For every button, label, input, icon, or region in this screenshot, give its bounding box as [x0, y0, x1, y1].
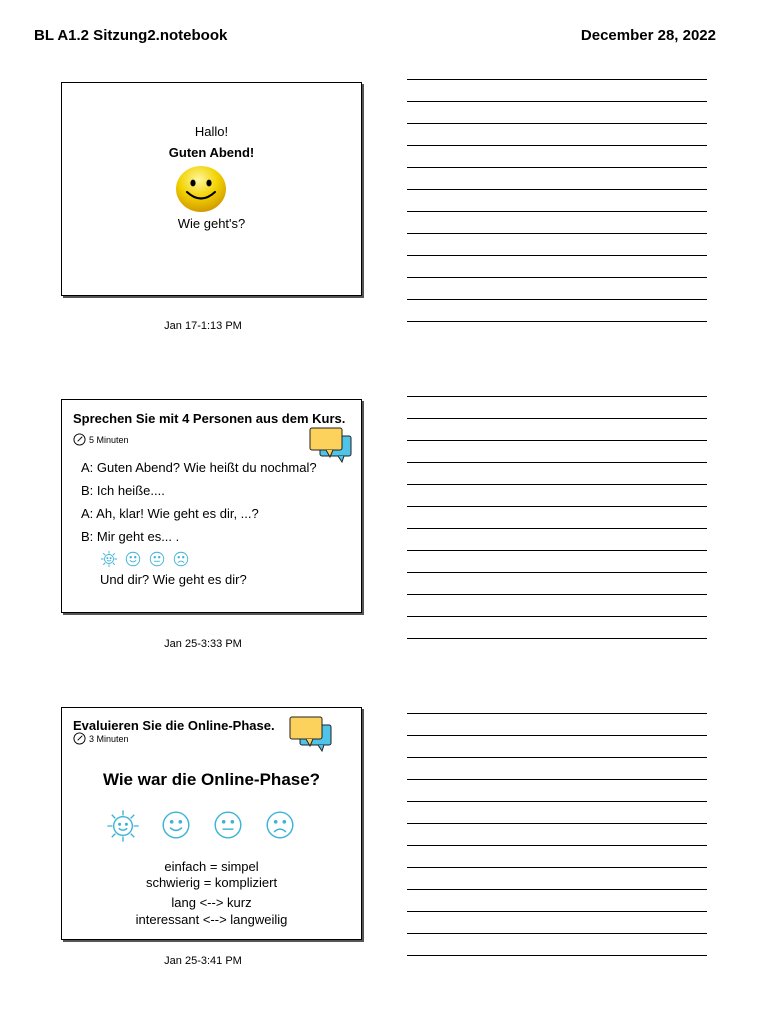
slide-2: [61, 399, 362, 613]
print-date: December 28, 2022: [580, 27, 716, 44]
notes-lines-3: [407, 692, 707, 956]
neutral-face-icon: [212, 809, 244, 841]
notebook-title: BL A1.2 Sitzung2.notebook: [34, 27, 228, 44]
slide-3-caption: Jan 25-3:41 PM: [164, 955, 242, 967]
clock-icon: [73, 732, 86, 745]
slide-3-timer-label: 3 Minuten: [89, 733, 129, 744]
sad-face-icon: [172, 550, 190, 568]
vocab-line-3: lang <--> kurz: [171, 895, 252, 910]
greeting-wie-gehts: Wie geht's?: [177, 216, 246, 231]
slide-1-caption: Jan 17-1:13 PM: [164, 320, 242, 332]
smiley-icon: [175, 165, 227, 213]
sad-face-icon: [264, 809, 296, 841]
slide-3: [61, 707, 362, 940]
sun-face-icon: [100, 550, 118, 568]
mood-faces: [100, 550, 190, 568]
rating-faces: [106, 809, 296, 843]
notes-lines-1: [407, 58, 707, 322]
vocab-line-2: schwierig = kompliziert: [145, 875, 278, 890]
dialog-line-4: B: Mir geht es... .: [81, 529, 180, 544]
clock-icon: [73, 433, 86, 446]
dialog-line-1: A: Guten Abend? Wie heißt du nochmal?: [81, 460, 317, 475]
happy-face-icon: [160, 809, 192, 841]
greeting-guten-abend: Guten Abend!: [168, 145, 255, 160]
dialog-line-3: A: Ah, klar! Wie geht es dir, ...?: [81, 506, 259, 521]
happy-face-icon: [124, 550, 142, 568]
slide-2-title: Sprechen Sie mit 4 Personen aus dem Kurs.: [73, 411, 346, 426]
sun-face-icon: [106, 809, 140, 843]
speech-bubbles-icon: [308, 426, 354, 464]
dialog-followup: Und dir? Wie geht es dir?: [100, 572, 247, 587]
slide-2-timer: [73, 433, 129, 446]
evaluation-question: Wie war die Online-Phase?: [102, 770, 321, 789]
vocab-line-1: einfach = simpel: [164, 859, 259, 874]
slide-2-caption: Jan 25-3:33 PM: [164, 638, 242, 650]
speech-bubbles-icon: [288, 715, 334, 753]
slide-1: [61, 82, 362, 296]
slide-2-timer-label: 5 Minuten: [89, 434, 129, 445]
slide-3-title: Evaluieren Sie die Online-Phase.: [73, 718, 275, 733]
neutral-face-icon: [148, 550, 166, 568]
vocab-line-4: interessant <--> langweilig: [135, 912, 288, 927]
notes-lines-2: [407, 375, 707, 639]
dialog-line-2: B: Ich heiße....: [81, 483, 165, 498]
greeting-hallo: Hallo!: [194, 124, 229, 139]
slide-3-timer: [73, 732, 129, 745]
